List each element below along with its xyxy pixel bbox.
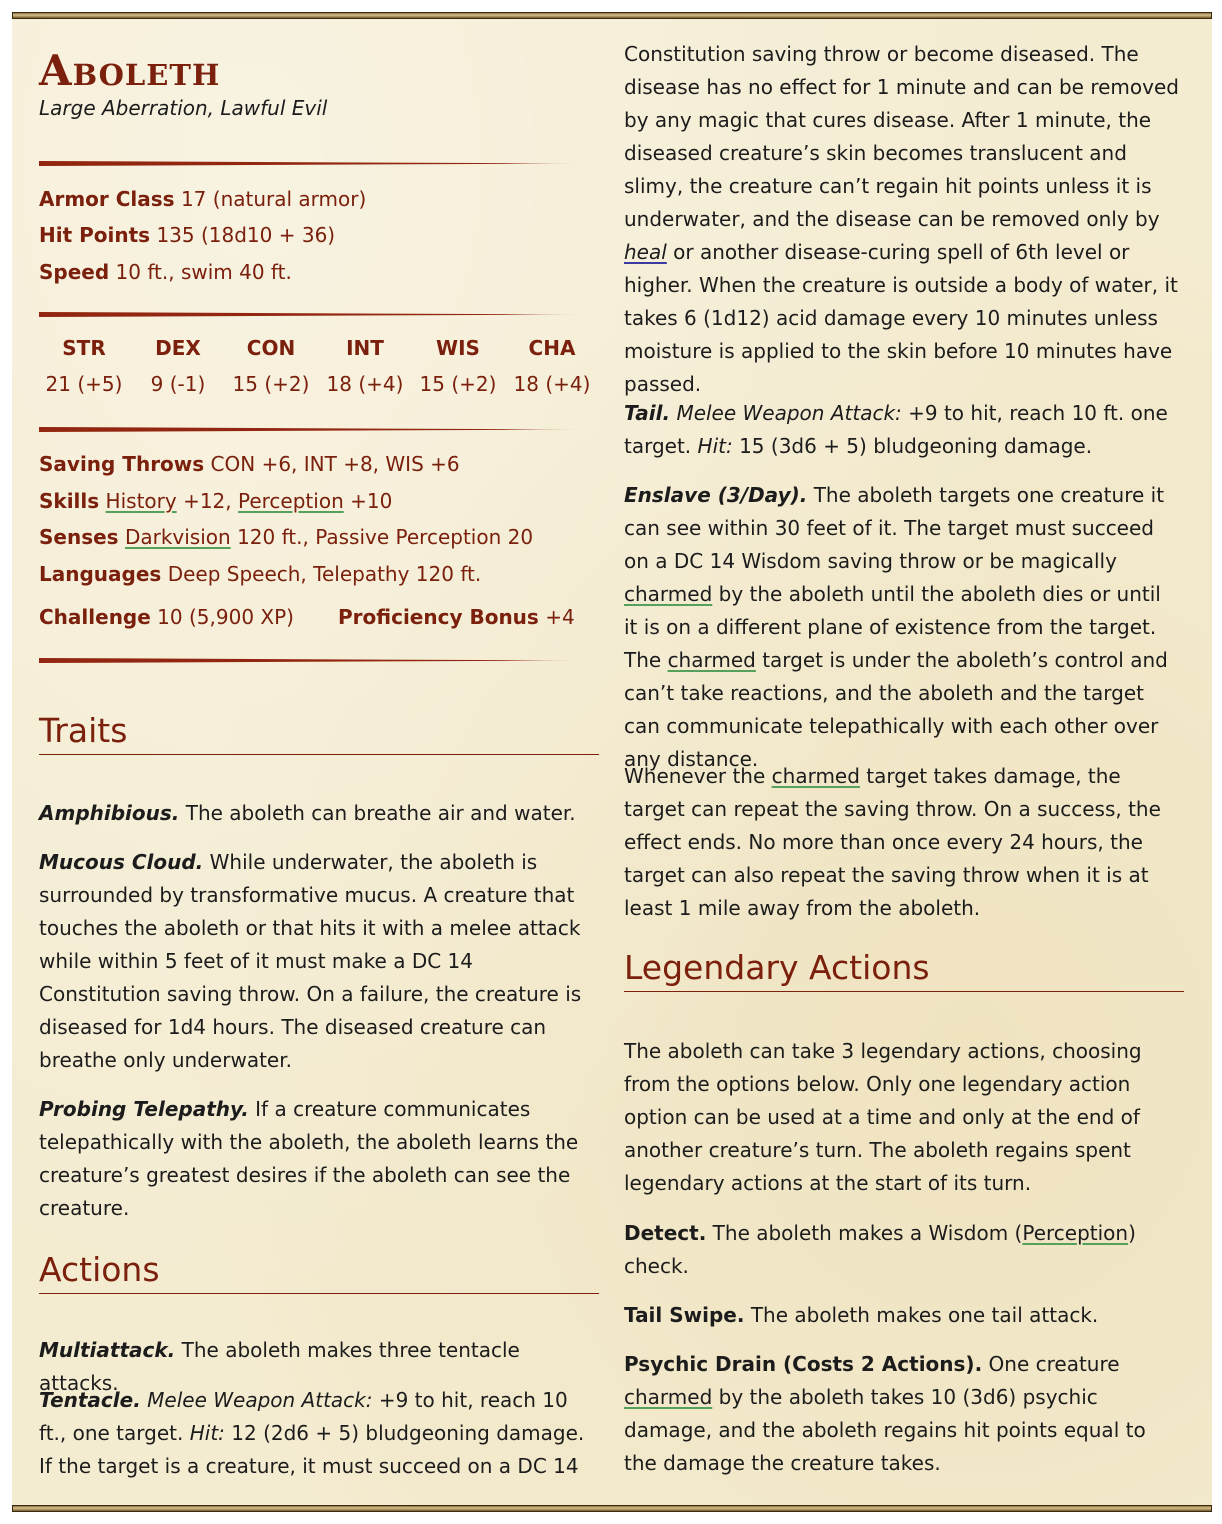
legendary-name: Detect.: [624, 1221, 707, 1245]
enslave-text-1: The aboleth targets one creature it can see within 30 feet of it. The target must succeed on a DC 14 Wisdom saving throw or be magically: [624, 483, 1165, 573]
attack-type: Melee Weapon Attack:: [147, 1388, 373, 1412]
actions-heading: Actions: [39, 1250, 599, 1294]
senses-value: 120 ft., Passive Perception 20: [237, 525, 534, 549]
action-text: The aboleth makes three tentacle attacks.: [39, 1338, 520, 1395]
ac-value: 17 (natural armor): [180, 187, 367, 211]
ability-score: 21 (+5): [45, 372, 123, 396]
hit-points: [39, 223, 335, 247]
enslave-text-3: target is under the aboleth’s control and can’t take reactions, and the aboleth and the target can communicate telepathically with each other over any distance.: [624, 648, 1168, 771]
charmed-link[interactable]: charmed: [624, 1385, 713, 1409]
languages: [39, 562, 481, 586]
attack-to-hit: +9 to hit, reach 10 ft., one target.: [39, 1388, 568, 1445]
tentacle-text-2: or another disease-curing spell of 6th level or higher. When the creature is outside a body of water, it takes 6 (1d12) acid damage every 10 minutes unless moisture is applied to the skin before 10 minutes have passed.: [624, 240, 1178, 396]
action-name: Enslave (3/Day).: [624, 483, 808, 507]
attack-damage: 15 (3d6 + 5) bludgeoning damage.: [739, 434, 1093, 458]
ability-name: INT: [346, 336, 384, 360]
trait-mucous-cloud: [39, 846, 589, 1077]
trait-name: Probing Telepathy.: [39, 1097, 249, 1121]
action-name: Tentacle.: [39, 1388, 141, 1412]
senses: [39, 525, 533, 549]
attack-to-hit: +9 to hit, reach 10 ft. one target.: [624, 401, 1168, 458]
legendary-name: Tail Swipe.: [624, 1303, 745, 1327]
ability-score: 18 (+4): [513, 372, 591, 396]
tail-swipe-text: The aboleth makes one tail attack.: [750, 1303, 1099, 1327]
speed-label: Speed: [39, 260, 110, 284]
drain-text-1: One creature: [988, 1352, 1120, 1376]
legendary-detect: [624, 1217, 1174, 1283]
stat-block: [12, 12, 1212, 1512]
ability-name: CHA: [528, 336, 576, 360]
saves-label: Saving Throws: [39, 452, 205, 476]
challenge-label: Challenge: [39, 605, 151, 629]
ability-name: STR: [62, 336, 106, 360]
legendary-actions-heading: Legendary Actions: [624, 948, 1184, 992]
divider: [39, 658, 585, 663]
action-name: Multiattack.: [39, 1338, 176, 1362]
monster-name: Aboleth: [39, 46, 221, 95]
hit-label: Hit:: [697, 434, 733, 458]
action-enslave: [624, 479, 1174, 776]
armor-class: [39, 187, 366, 211]
action-tail: [624, 397, 1174, 463]
ac-label: Armor Class: [39, 187, 175, 211]
skill-perception-bonus: +10: [350, 489, 393, 513]
divider: [39, 312, 585, 317]
whenever-text-1: Whenever the: [624, 764, 766, 788]
action-enslave-followup: [624, 760, 1174, 925]
perception-link[interactable]: Perception: [1022, 1221, 1129, 1245]
trait-text: While underwater, the aboleth is surrounded by transformative mucus. A creature that touches the aboleth or that hits it with a melee attack while within 5 feet of it must make a DC 14 Constitution saving throw. On a failure, the creature is diseased for 1d4 hours. The diseased creature can breathe only underwater.: [39, 850, 582, 1072]
enslave-text-2: by the aboleth until the aboleth dies or until it is on a different plane of existence from the target. The: [624, 582, 1161, 672]
charmed-link[interactable]: charmed: [624, 582, 713, 606]
trait-amphibious: [39, 797, 589, 830]
attack-damage: 12 (2d6 + 5) bludgeoning damage. If the target is a creature, it must succeed on a DC 14: [39, 1421, 585, 1478]
speed-value: 10 ft., swim 40 ft.: [115, 260, 292, 284]
trait-name: Mucous Cloud.: [39, 850, 204, 874]
bottom-border: [12, 1505, 1212, 1512]
action-name: Tail.: [624, 401, 671, 425]
skill-perception-link[interactable]: Perception: [238, 489, 344, 513]
languages-label: Languages: [39, 562, 162, 586]
whenever-text-2: target takes damage, the target can repeat the saving throw. On a success, the effect ends. No more than once every 24 hours, the target can also repeat the saving throw when it is at least 1 mile away from the aboleth.: [624, 764, 1161, 920]
top-border: [12, 12, 1212, 19]
ability-score: 9 (-1): [150, 372, 206, 396]
challenge-value: 10 (5,900 XP): [157, 605, 294, 629]
hit-label: Hit:: [189, 1421, 225, 1445]
ability-name: CON: [246, 336, 296, 360]
languages-value: Deep Speech, Telepathy 120 ft.: [167, 562, 482, 586]
ability-score: 15 (+2): [419, 372, 497, 396]
action-tentacle-continued: [624, 38, 1182, 401]
challenge: [39, 605, 294, 629]
hp-label: Hit Points: [39, 223, 151, 247]
trait-name: Amphibious.: [39, 801, 180, 825]
saves-value: CON +6, INT +8, WIS +6: [210, 452, 460, 476]
charmed-link[interactable]: charmed: [667, 648, 756, 672]
skills: [39, 489, 392, 513]
skill-history-bonus: +12,: [183, 489, 232, 513]
senses-label: Senses: [39, 525, 119, 549]
legendary-intro: The aboleth can take 3 legendary actions, choosing from the options below. Only one legendary action option can be used at a time and only at the end of another creature’s turn. The aboleth regains spent legendary actions at the start of its turn.: [624, 1039, 1142, 1195]
drain-text-2: by the aboleth takes 10 (3d6) psychic damage, and the aboleth regains hit points equal to the damage the creature takes.: [624, 1385, 1146, 1475]
proficiency-bonus: [338, 605, 575, 629]
tentacle-text: Constitution saving throw or become diseased. The disease has no effect for 1 minute and can be removed by any magic that cures disease. After 1 minute, the diseased creature’s skin becomes translucent and slimy, the creature can’t regain hit points unless it is underwater, and the disease can be removed only by: [624, 42, 1179, 231]
ability-name: DEX: [155, 336, 201, 360]
detect-text-2: ) check.: [624, 1221, 1136, 1278]
heal-spell-link[interactable]: heal: [624, 240, 667, 264]
darkvision-link[interactable]: Darkvision: [124, 525, 231, 549]
divider: [39, 427, 585, 432]
ability-score: 18 (+4): [326, 372, 404, 396]
pb-value: +4: [545, 605, 575, 629]
traits-heading: Traits: [39, 711, 599, 755]
divider: [39, 161, 585, 166]
action-tentacle: [39, 1384, 595, 1483]
trait-probing-telepathy: [39, 1093, 589, 1225]
monster-meta: Large Aberration, Lawful Evil: [39, 96, 328, 120]
charmed-link[interactable]: charmed: [771, 764, 860, 788]
attack-type: Melee Weapon Attack:: [676, 401, 902, 425]
trait-text: If a creature communicates telepathically with the aboleth, the aboleth learns the creature’s greatest desires if the aboleth can see the creature.: [39, 1097, 579, 1220]
hp-value: 135 (18d10 + 36): [156, 223, 336, 247]
legendary-psychic-drain: [624, 1348, 1174, 1480]
ability-score: 15 (+2): [232, 372, 310, 396]
ability-name: WIS: [436, 336, 480, 360]
trait-text: The aboleth can breathe air and water.: [185, 801, 576, 825]
legendary-tail-swipe: [624, 1299, 1174, 1332]
legendary-name: Psychic Drain (Costs 2 Actions).: [624, 1352, 983, 1376]
pb-label: Proficiency Bonus: [338, 605, 539, 629]
skill-history-link[interactable]: History: [105, 489, 177, 513]
skills-label: Skills: [39, 489, 100, 513]
speed: [39, 260, 292, 284]
saving-throws: [39, 452, 460, 476]
detect-text-1: The aboleth makes a Wisdom (: [712, 1221, 1023, 1245]
